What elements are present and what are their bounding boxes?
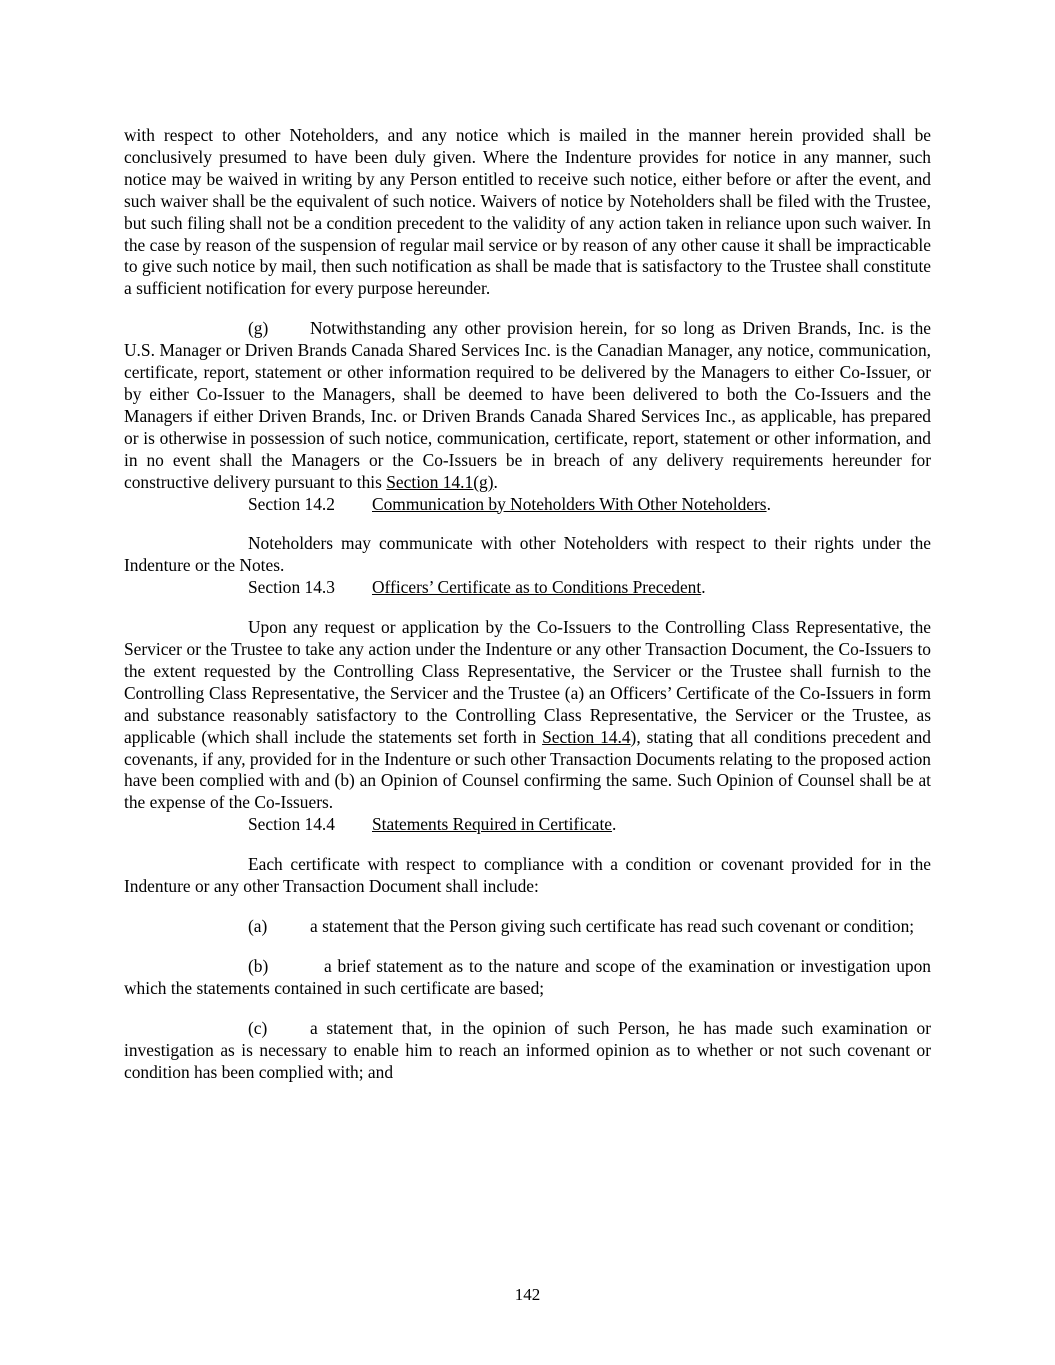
list-item-b: [124, 956, 931, 1000]
section-14-2-heading: [124, 494, 931, 516]
list-item-c: [124, 1018, 931, 1084]
section-14-3-body-text: Upon any request or application by the Co-Issuers to the Controlling Class Representative, the Servicer or the Trustee to take any action under the Indenture or any other Transaction Document, the Co-Issuers to the extent requested by the Controlling Class Representative, the Servicer or the Trustee shall furnish to the Controlling Class Representative, the Servicer and the Trustee (a) an Officers’ Certificate of the Co-Issuers in form and substance reasonably satisfactory to the Controlling Class Representative, the Servicer or the Trustee, as applicable (which shall include the statements set forth in: [124, 617, 931, 747]
list-item-c-marker: (c): [248, 1017, 268, 1038]
section-14-1-g-reference: Section 14.1(g): [386, 471, 494, 492]
section-14-3-heading: [124, 577, 931, 599]
section-14-4-heading: [124, 814, 931, 836]
section-14-4-reference: Section 14.4: [542, 726, 631, 747]
paragraph-continued: with respect to other Noteholders, and any notice which is mailed in the manner herein provided shall be conclusively presumed to have been duly given. Where the Indenture provides for notice in any manner, such notice may be waived in writing by any Person entitled to receive such notice, either before or after the event, and such waiver shall be the equivalent of such notice. Waivers of notice by Noteholders shall be filed with the Trustee, but such filing shall not be a condition precedent to the validity of any action taken in reliance upon such waiver. In the case by reason of the suspension of regular mail service or by reason of any other cause it shall be impracticable to give such notice by mail, then such notification as shall be made that is satisfactory to the Trustee shall constitute a sufficient notification for every purpose hereunder.: [124, 125, 931, 299]
section-14-4-body: Each certificate with respect to compliance with a condition or covenant provided for in the Indenture or any other Transaction Document shall include:: [124, 854, 931, 897]
page-number: 142: [514, 1285, 541, 1304]
paragraph-g-text: Notwithstanding any other provision herein, for so long as Driven Brands, Inc. is the U.S. Manager or Driven Brands Canada Shared Services Inc. is the Canadian Manager, any notice, communication, certificate, report, statement or other information required to be delivered by the Managers to either Co-Issuer, or by either Co-Issuer to the Managers, shall be deemed to have been delivered to both the Co-Issuers and the Managers if either Driven Brands, Inc. or Driven Brands Canada Shared Services Inc., as applicable, has prepared or is otherwise in possession of such notice, communication, certificate, report, statement or other information, and in no event shall the Managers or the Co-Issuers be in breach of any delivery requirements hereunder for constructive delivery pursuant to this: [124, 318, 931, 492]
section-14-3-title-end: .: [701, 577, 706, 598]
list-item-b-text: a brief statement as to the nature and scope of the examination or investigation upon which the statements contained in such certificate are based;: [124, 955, 931, 998]
section-14-3-body: [124, 617, 931, 814]
section-14-3-title: Officers’ Certificate as to Conditions Precedent: [372, 577, 702, 598]
section-14-2-title-end: .: [766, 493, 771, 514]
list-item-a-text: a statement that the Person giving such certificate has read such covenant or condition;: [310, 916, 915, 936]
paragraph-g: [124, 318, 931, 493]
section-14-3-body-text-end: ), stating that all conditions precedent and covenants, if any, provided for in the Indenture or such other Transaction Documents relating to the proposed action have been complied with and (b) an Opinion of Counsel confirming the same. Such Opinion of Counsel shall be at the expense of the Co-Issuers.: [124, 726, 931, 813]
paragraph-g-end: .: [493, 471, 498, 492]
list-item-c-text: a statement that, in the opinion of such Person, he has made such examination or investigation as is necessary to enable him to reach an informed opinion as to whether or not such covenant or condition has been complied with; and: [124, 1017, 931, 1082]
section-14-4-title-end: .: [612, 814, 617, 835]
section-14-2-number: Section 14.2: [248, 493, 335, 514]
list-item-a-marker: (a): [248, 916, 268, 936]
section-14-2-title: Communication by Noteholders With Other Noteholders: [372, 493, 767, 514]
section-14-4-title: Statements Required in Certificate: [372, 814, 613, 835]
section-14-3-number: Section 14.3: [248, 577, 335, 598]
document-page: [124, 125, 931, 1083]
list-item-a: [124, 916, 931, 938]
paragraph-g-marker: (g): [248, 318, 269, 339]
section-14-4-number: Section 14.4: [248, 814, 335, 835]
section-14-2-body: Noteholders may communicate with other Noteholders with respect to their rights under the Indenture or the Notes.: [124, 533, 931, 576]
list-item-b-marker: (b): [248, 955, 269, 976]
